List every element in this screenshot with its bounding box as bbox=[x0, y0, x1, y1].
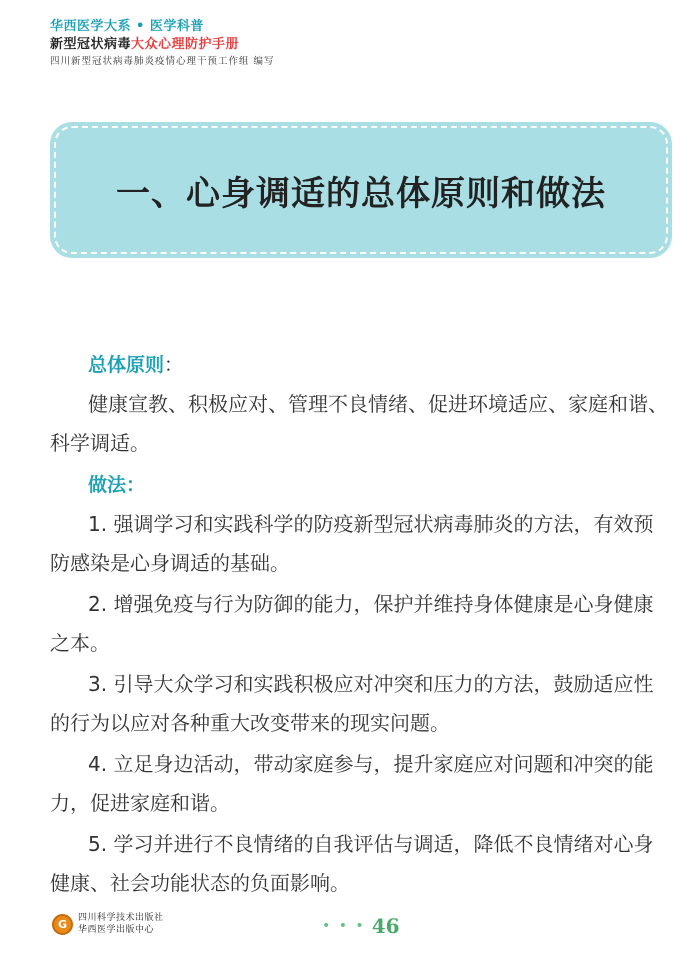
chapter-title: 一、心身调适的总体原则和做法 bbox=[116, 173, 606, 214]
editor-credit: 四川新型冠状病毒肺炎疫情心理干预工作组 编写 bbox=[50, 56, 275, 67]
book-title bbox=[50, 36, 275, 54]
series-label: 华西医学大系 • 医学科普 bbox=[50, 19, 204, 34]
page-content bbox=[50, 345, 672, 905]
method-item-5: 5. 学习并进行不良情绪的自我评估与调适，降低不良情绪对心身健康、社会功能状态的负面影响。 bbox=[50, 832, 654, 895]
publisher-name-1: 四川科学技术出版社 bbox=[78, 913, 164, 923]
chapter-banner bbox=[54, 126, 668, 254]
publisher-footer bbox=[52, 912, 164, 936]
method-item-1: 1. 强调学习和实践科学的防疫新型冠状病毒肺炎的方法，有效预防感染是心身调适的基础。 bbox=[50, 512, 654, 575]
publisher-name-2: 华西医学出版中心 bbox=[78, 925, 155, 935]
publisher-names bbox=[78, 912, 164, 936]
method-item-3: 3. 引导大众学习和实践积极应对冲突和压力的方法，鼓励适应性的行为以应对各种重大改变带来的现实问题。 bbox=[50, 672, 654, 735]
page-number-area bbox=[322, 914, 400, 938]
publisher-logo-icon: G bbox=[52, 914, 73, 935]
principles-heading-colon: ： bbox=[164, 354, 184, 376]
principles-text: 健康宣教、积极应对、管理不良情绪、促进环境适应、家庭和谐、科学调适。 bbox=[50, 392, 668, 455]
principles-heading-text: 总体原则 bbox=[88, 354, 165, 376]
book-title-part1: 新型冠状病毒 bbox=[50, 37, 132, 52]
principles-heading bbox=[50, 345, 672, 385]
book-title-part2: 大众心理防护手册 bbox=[131, 37, 240, 52]
method-item-4: 4. 立足身边活动，带动家庭参与，提升家庭应对问题和冲突的能力，促进家庭和谐。 bbox=[50, 752, 654, 815]
book-header bbox=[50, 18, 275, 69]
page-dots-icon: • • • bbox=[322, 918, 366, 934]
methods-heading: 做法： bbox=[88, 474, 146, 496]
method-item-2: 2. 增强免疫与行为防御的能力，保护并维持身体健康是心身健康之本。 bbox=[50, 592, 654, 655]
page-number: 46 bbox=[371, 914, 400, 938]
